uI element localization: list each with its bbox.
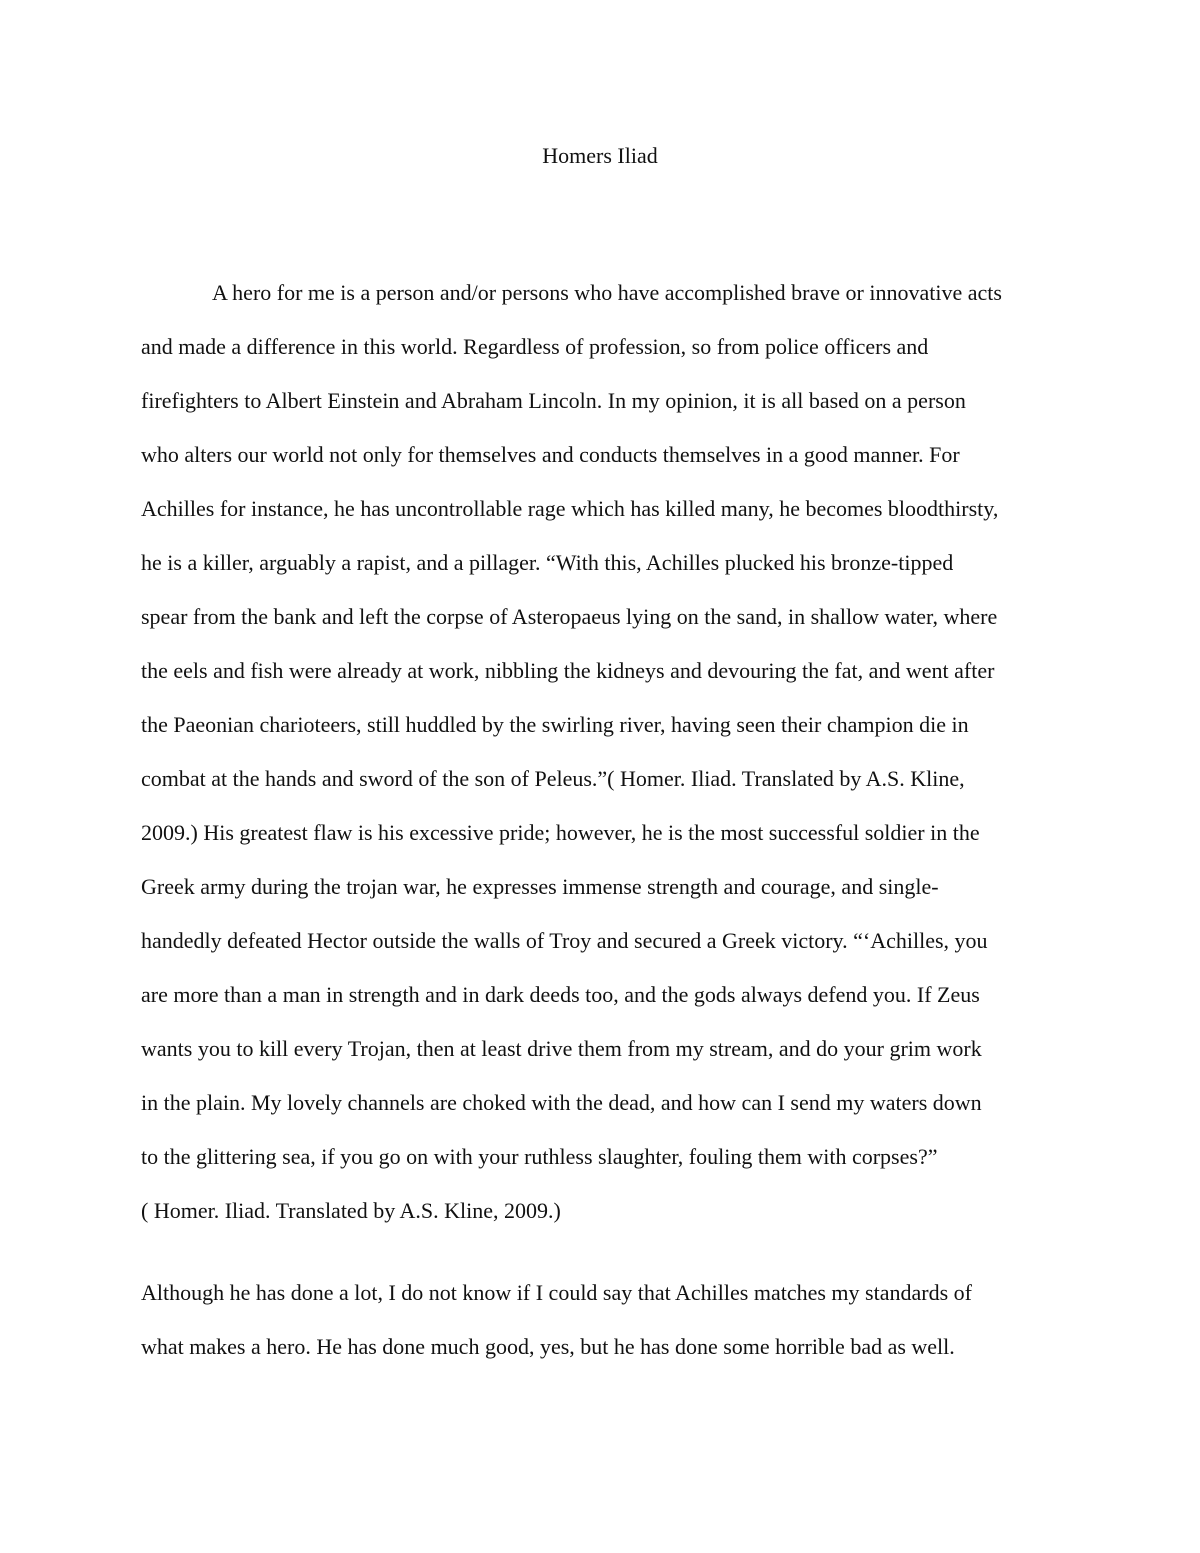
- paragraph-line: spear from the bank and left the corpse of Asteropaeus lying on the sand, in shallow water, where: [141, 604, 998, 629]
- paragraph-line: combat at the hands and sword of the son of Peleus.”( Homer. Iliad. Translated by A.S. Kline,: [141, 766, 965, 791]
- paragraph-line: 2009.) His greatest flaw is his excessive pride; however, he is the most successful soldier in the: [141, 820, 980, 845]
- paragraph-line: handedly defeated Hector outside the walls of Troy and secured a Greek victory. “‘Achilles, you: [141, 928, 988, 953]
- paragraph-line: ( Homer. Iliad. Translated by A.S. Kline, 2009.): [141, 1198, 561, 1223]
- paragraph-line: what makes a hero. He has done much good, yes, but he has done some horrible bad as well.: [141, 1334, 955, 1359]
- paragraph-line: and made a difference in this world. Regardless of profession, so from police officers and: [141, 334, 929, 359]
- paragraph-line: are more than a man in strength and in dark deeds too, and the gods always defend you. If Zeus: [141, 982, 980, 1007]
- document-title: Homers Iliad: [542, 143, 658, 168]
- paragraph-line: the Paeonian charioteers, still huddled by the swirling river, having seen their champion die in: [141, 712, 969, 737]
- paragraph-line: Although he has done a lot, I do not know if I could say that Achilles matches my standards of: [141, 1280, 972, 1305]
- paragraph-line: he is a killer, arguably a rapist, and a pillager. “With this, Achilles plucked his bronze-tipped: [141, 550, 954, 575]
- paragraph-line: in the plain. My lovely channels are choked with the dead, and how can I send my waters down: [141, 1090, 982, 1115]
- paragraph-line: Achilles for instance, he has uncontrollable rage which has killed many, he becomes bloodthirsty,: [141, 496, 999, 521]
- paragraph-line: the eels and fish were already at work, nibbling the kidneys and devouring the fat, and went after: [141, 658, 995, 683]
- paragraph-line: Greek army during the trojan war, he expresses immense strength and courage, and single-: [141, 874, 939, 899]
- paragraph-line: to the glittering sea, if you go on with your ruthless slaughter, fouling them with corpses?”: [141, 1144, 938, 1169]
- paragraph-line: A hero for me is a person and/or persons who have accomplished brave or innovative acts: [212, 280, 1002, 305]
- paragraph-line: firefighters to Albert Einstein and Abraham Lincoln. In my opinion, it is all based on a person: [141, 388, 966, 413]
- paragraph-line: who alters our world not only for themselves and conducts themselves in a good manner. For: [141, 442, 960, 467]
- paragraph-line: wants you to kill every Trojan, then at least drive them from my stream, and do your grim work: [141, 1036, 982, 1061]
